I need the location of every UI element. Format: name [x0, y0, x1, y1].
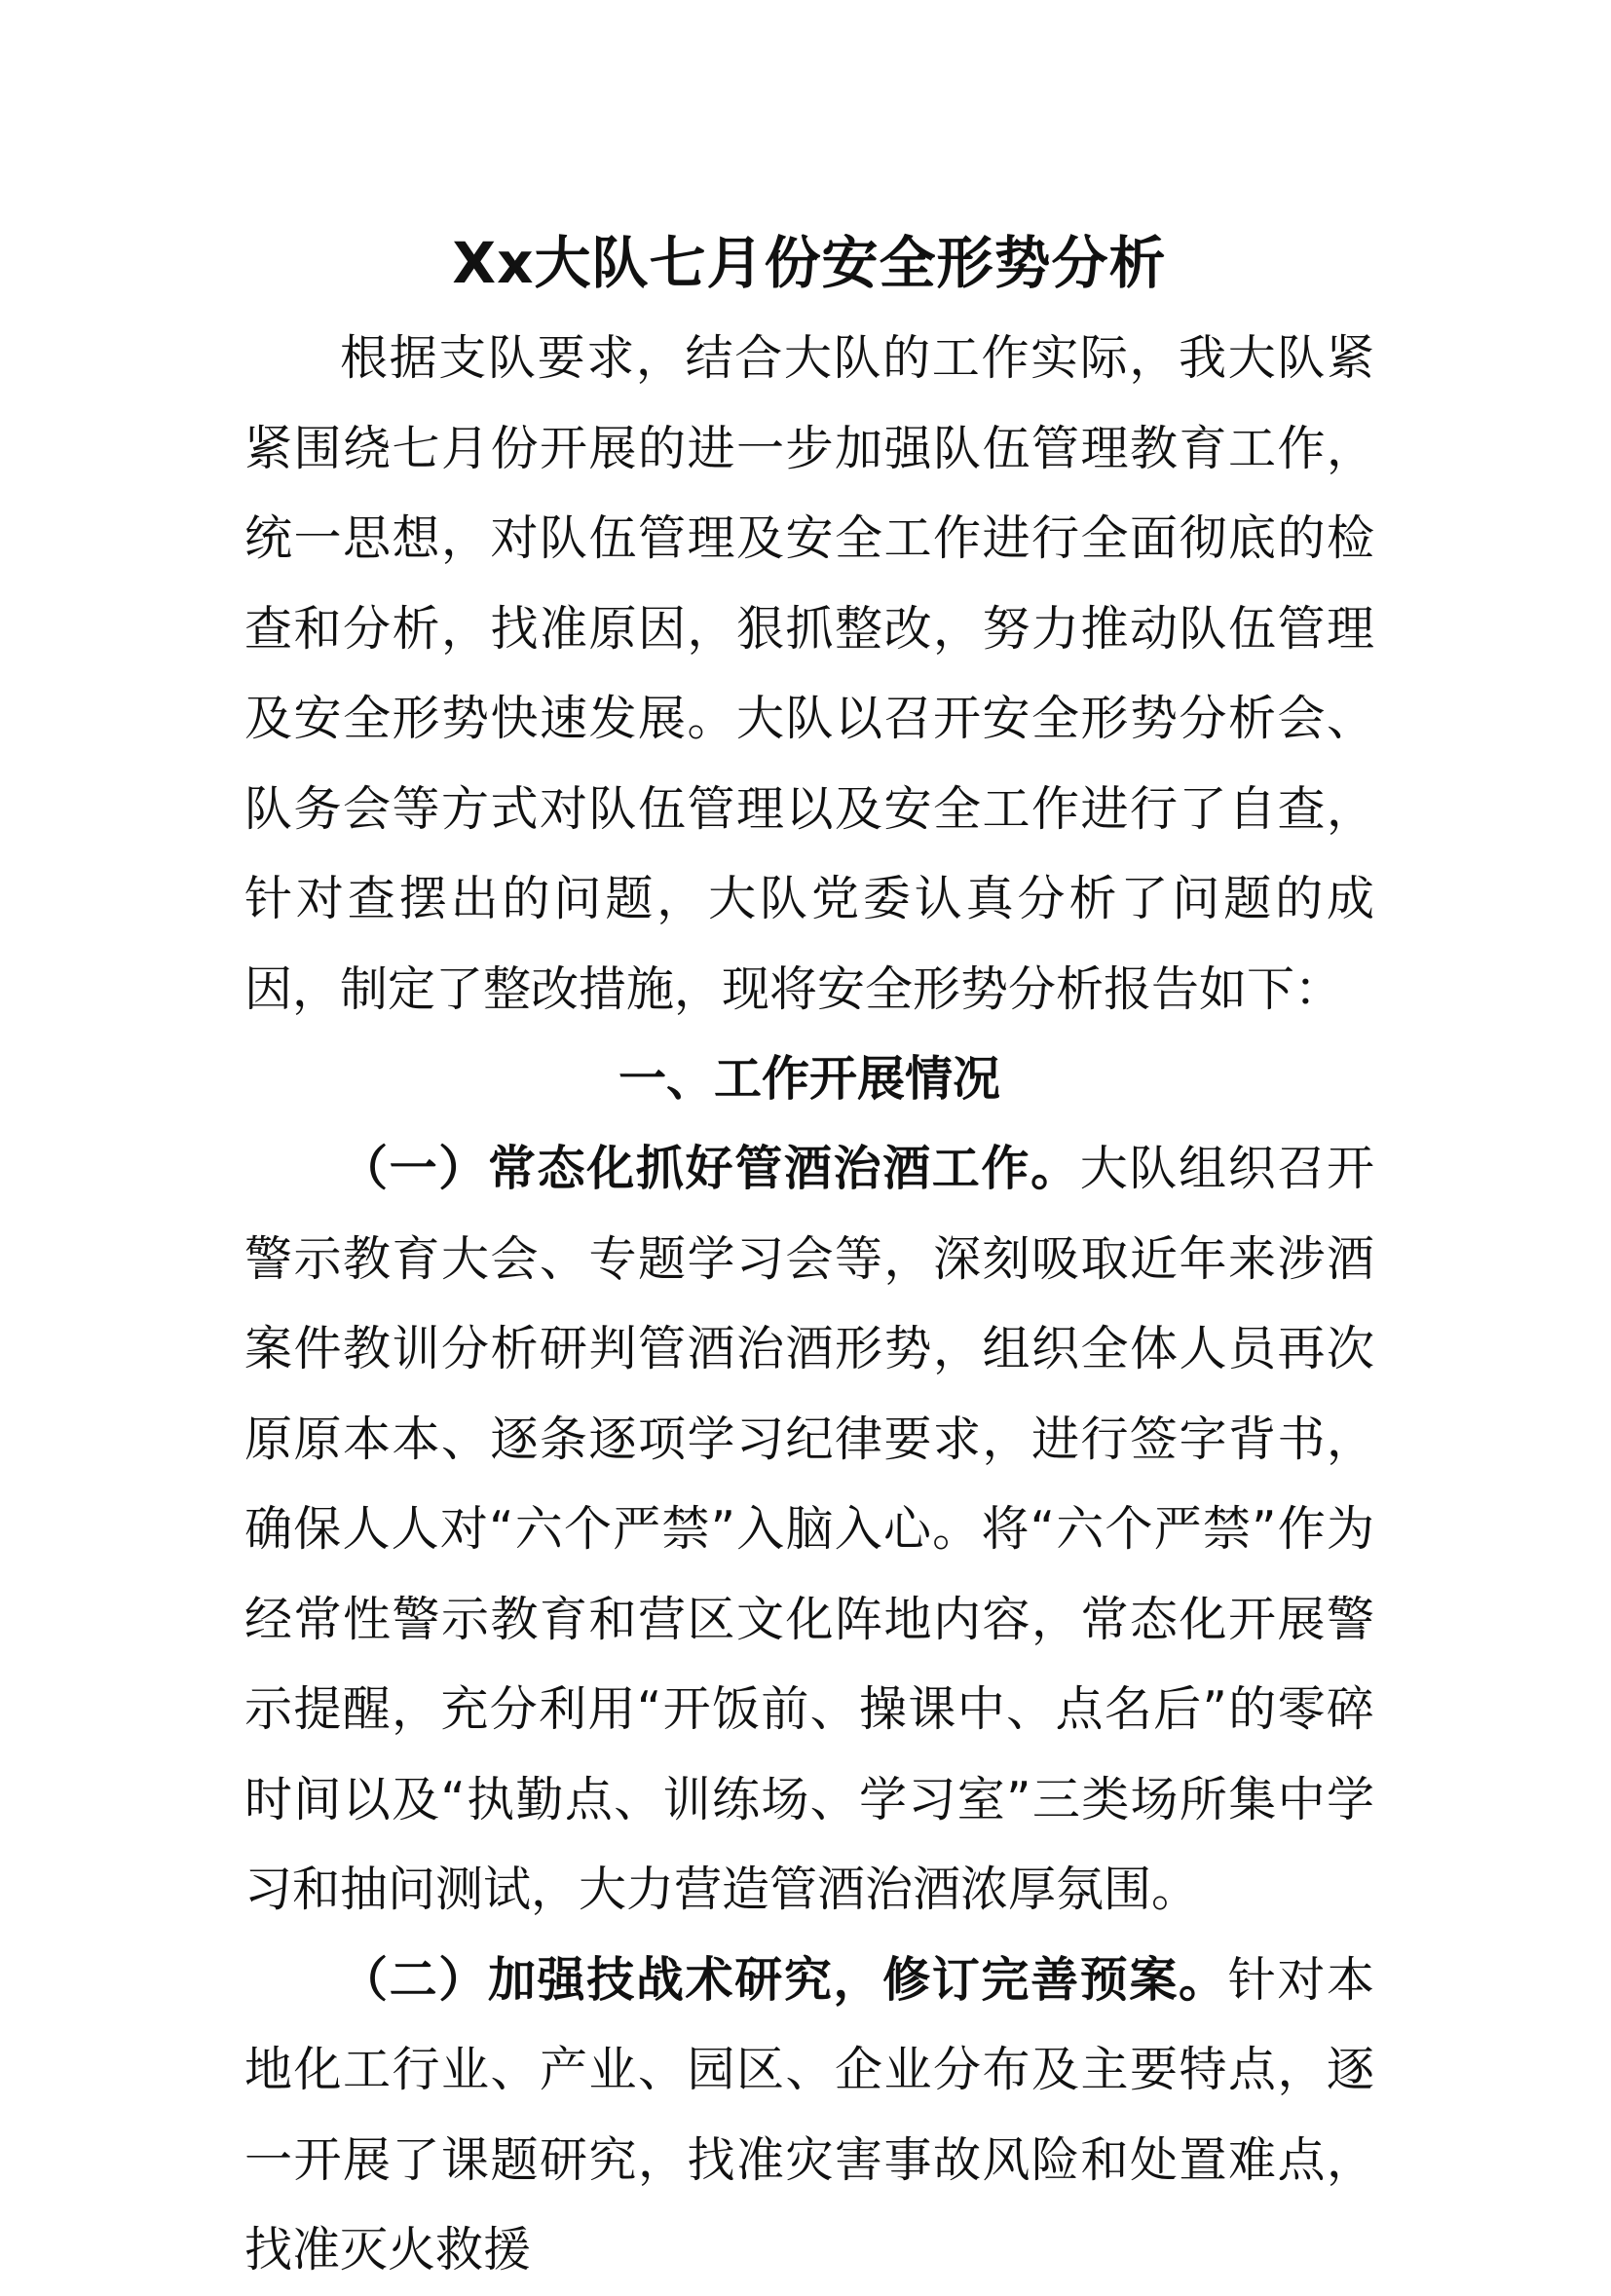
section-heading: 一、工作开展情况 [618, 1051, 1000, 1107]
item-1-paragraph [244, 1124, 1374, 1936]
document-page [244, 212, 1374, 2296]
document-title: Xx大队七月份安全形势分析 [452, 230, 1167, 296]
item-1-body: 大队组织召开警示教育大会、专题学习会等，深刻吸取近年来涉酒案件教训分析研判管酒治酒形势，组织全体人员再次原原本本、逐条逐项学习纪律要求，进行签字背书，确保人人对“六个严禁”入脑入心。将“六个严禁”作为经常性警示教育和营区文化阵地内容，常态化开展警示提醒，充分利用“开饭前、操课中、点名后”的零碎时间以及“执勤点、训练场、学习室”三类场所集中学习和抽问测试，大力营造管酒治酒浓厚氛围。 [244, 1141, 1374, 1917]
intro-paragraph: 根据支队要求，结合大队的工作实际，我大队紧紧围绕七月份开展的进一步加强队伍管理教育工作，统一思想，对队伍管理及安全工作进行全面彻底的检查和分析，找准原因，狠抓整改，努力推动队伍管理及安全形势快速发展。大队以召开安全形势分析会、队务会等方式对队伍管理以及安全工作进行了自查，针对查摆出的问题，大队党委认真分析了问题的成因，制定了整改措施，现将安全形势分析报告如下： [244, 330, 1374, 1017]
item-1-lead: （一）常态化抓好管酒治酒工作。 [340, 1141, 1080, 1196]
item-2-body: 针对本地化工行业、产业、园区、企业分布及主要特点，逐一开展了课题研究，找准灾害事故风险和处置难点，找准灭火救援 [244, 1951, 1374, 2277]
item-2-lead: （二）加强技战术研究，修订完善预案。 [340, 1951, 1228, 2008]
item-2-paragraph [244, 1936, 1374, 2296]
